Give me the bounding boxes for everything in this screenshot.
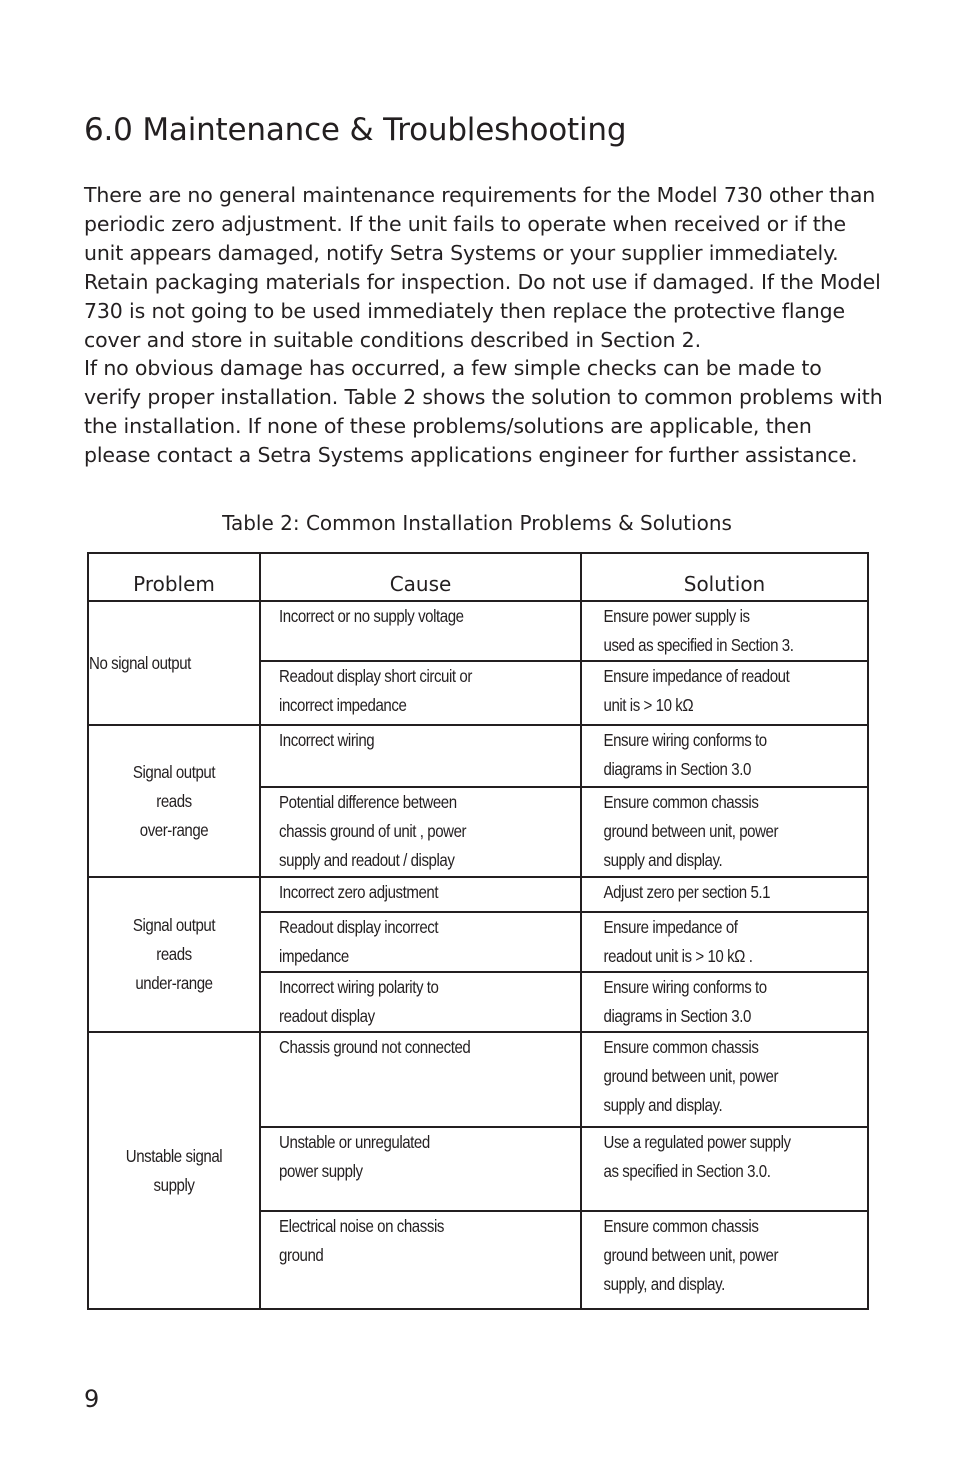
cause-cell [260, 912, 581, 972]
table-row [88, 601, 868, 661]
cause-cell [260, 877, 581, 912]
problem-text: Signal output reads over-range [132, 761, 216, 840]
solution-cell [581, 972, 868, 1032]
cause-text: Readout display short circuit or incorrect impedance [279, 666, 472, 715]
solution-text: Use a regulated power supply as specified in Section 3.0. [603, 1132, 791, 1181]
solution-cell [581, 601, 868, 661]
solution-text: Ensure wiring conforms to diagrams in Section 3.0 [603, 977, 767, 1026]
solution-text: Ensure impedance of readout unit is > 10 kΩ [603, 666, 790, 715]
cause-text: Potential difference between chassis ground of unit , power supply and readout / display [279, 792, 467, 870]
header-cause: Cause [260, 553, 581, 601]
cause-cell [260, 787, 581, 877]
solution-cell [581, 1211, 868, 1309]
cause-cell [260, 725, 581, 787]
solution-text: Ensure common chassis ground between unit, power supply and display. [603, 1037, 779, 1115]
solution-text: Adjust zero per section 5.1 [603, 882, 771, 902]
cause-text: Incorrect or no supply voltage [279, 606, 464, 626]
troubleshooting-table [87, 552, 869, 1310]
cause-cell [260, 1211, 581, 1309]
cause-text: Incorrect wiring [279, 730, 375, 750]
intro-paragraph: There are no general maintenance requirements for the Model 730 other than periodic zero adjustment. If the unit fails to operate when received or if the unit appears damaged, notify Setra Systems or your supplier immediately. Retain packaging materials for inspection. Do not use if damaged. If the Model 730 is not going to be used immediately then replace the protective flange cover and store in suitable conditions described in Section 2. [84, 183, 881, 352]
solution-cell [581, 912, 868, 972]
table-row [88, 725, 868, 787]
solution-text: Ensure common chassis ground between unit, power supply, and display. [603, 1216, 779, 1294]
problem-cell [88, 725, 260, 877]
cause-cell [260, 972, 581, 1032]
problem-text: Unstable signal supply [125, 1145, 223, 1195]
page-number: 9 [84, 1385, 100, 1413]
solution-text: Ensure wiring conforms to diagrams in Section 3.0 [603, 730, 767, 779]
cause-text: Electrical noise on chassis ground [279, 1216, 444, 1265]
header-solution: Solution [581, 553, 868, 601]
solution-text: Ensure common chassis ground between unit, power supply and display. [603, 792, 779, 870]
cause-cell [260, 601, 581, 661]
cause-text: Incorrect zero adjustment [279, 882, 439, 902]
solution-cell [581, 1127, 868, 1211]
cause-text: Readout display incorrect impedance [279, 917, 439, 966]
problem-cell [88, 877, 260, 1032]
solution-cell [581, 1032, 868, 1127]
cause-cell [260, 1032, 581, 1127]
header-problem: Problem [88, 553, 260, 601]
table-caption: Table 2: Common Installation Problems & Solutions [222, 511, 732, 535]
solution-cell [581, 877, 868, 912]
section-title: 6.0 Maintenance & Troubleshooting [84, 112, 627, 148]
solution-text: Ensure impedance of readout unit is > 10 kΩ . [603, 917, 753, 966]
cause-text: Incorrect wiring polarity to readout display [279, 977, 439, 1026]
solution-cell [581, 725, 868, 787]
cause-text: Chassis ground not connected [279, 1037, 471, 1057]
problem-text: Signal output reads under-range [132, 915, 216, 993]
cause-text: Unstable or unregulated power supply [279, 1132, 430, 1181]
table-row [88, 877, 868, 912]
table-header-row [88, 553, 868, 601]
solution-text: Ensure power supply is used as specified in Section 3. [603, 606, 794, 655]
solution-cell [581, 787, 868, 877]
problem-cell [88, 1032, 260, 1309]
cause-cell [260, 1127, 581, 1211]
cause-cell [260, 661, 581, 725]
solution-cell [581, 661, 868, 725]
table-row [88, 1032, 868, 1127]
problem-text: No signal output [89, 652, 191, 673]
checks-paragraph: If no obvious damage has occurred, a few simple checks can be made to verify proper installation. Table 2 shows the solution to common problems with the installation. If none of these problems/solutions are applicable, then please contact a Setra Systems applications engineer for further assistance. [84, 356, 883, 467]
problem-cell [88, 601, 260, 725]
